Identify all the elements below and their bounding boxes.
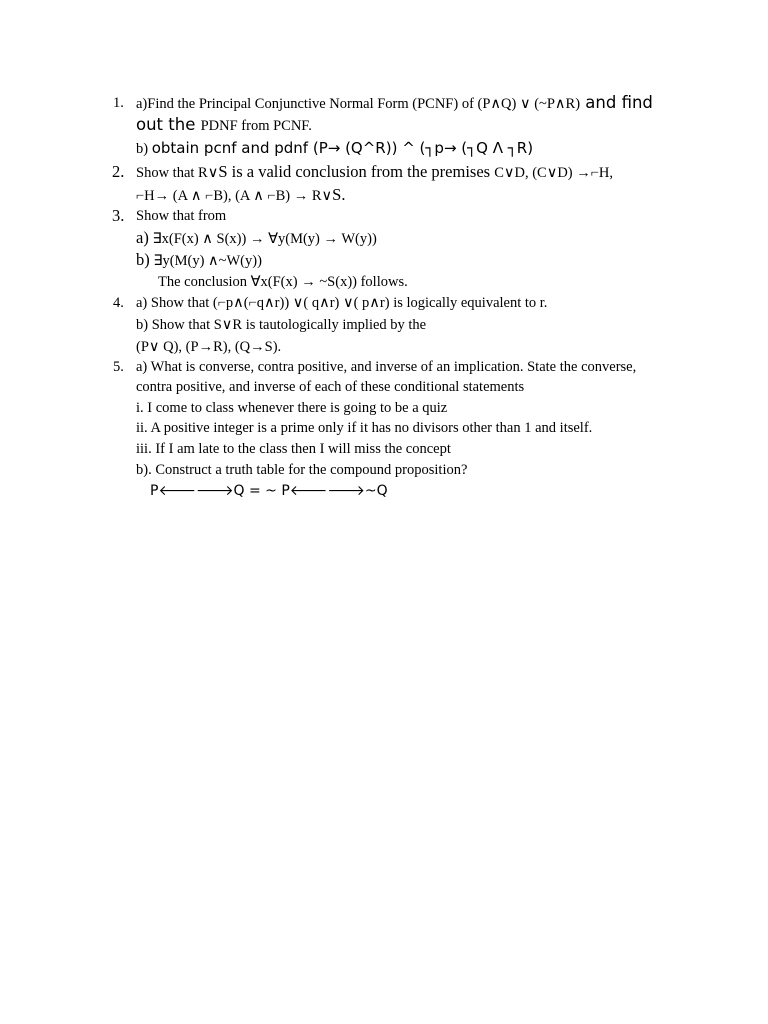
- question-3a-text: ∃x(F(x) ∧ S(x)) → ∀y(M(y) → W(y)): [148, 231, 377, 247]
- question-5a-line-2: contra positive, and inverse of each of these conditional statements: [136, 379, 525, 395]
- question-1a-line-2-text: PDNF from PCNF.: [200, 118, 312, 134]
- question-2-line-2-text: ⌐H→ (A ∧ ⌐B), (A ∧ ⌐B) → R∨: [136, 188, 333, 204]
- question-3a-line: [136, 229, 377, 248]
- question-2-number: 2.: [112, 162, 125, 181]
- question-2-line-1-text: S is a valid conclusion from the premises: [218, 162, 495, 181]
- question-3b-label: b): [136, 250, 150, 269]
- question-1a-text: a)Find the Principal Conjunctive Normal Form (PCNF) of (P∧Q) ∨ (~P∧R): [136, 96, 581, 112]
- question-2-line-2: [136, 186, 345, 205]
- question-3b-line: [136, 251, 262, 270]
- question-5-statement-i: i. I come to class whenever there is going to be a quiz: [136, 400, 448, 416]
- question-1b-line: [136, 139, 533, 158]
- question-1a-line-2: [136, 116, 312, 135]
- question-2-line-1: [136, 163, 613, 182]
- question-3a-label: a): [136, 228, 149, 247]
- question-3b-text: ∃y(M(y) ∧~W(y)): [149, 253, 262, 269]
- question-5b-text: b). Construct a truth table for the compound proposition?: [136, 462, 468, 478]
- question-4a-text: a) Show that (⌐p∧(⌐q∧r)) ∨( q∧r) ∨( p∧r) is logically equivalent to r.: [136, 295, 548, 311]
- question-1a-text-cont: and find: [580, 93, 653, 112]
- question-4-number: 4.: [113, 295, 124, 311]
- question-5b-formula: [150, 482, 388, 500]
- question-5-number: 5.: [113, 359, 124, 375]
- question-1b-text: obtain pcnf and pdnf (P→ (Q^R)) ^ (┐p→ (┐Q Λ ┐R): [151, 139, 534, 157]
- question-2-line-1-premises: C∨D, (C∨D) →⌐H,: [494, 165, 614, 181]
- question-4b-premises: (P∨ Q), (P→R), (Q→S).: [136, 339, 282, 355]
- question-5a-line-1: a) What is converse, contra positive, and inverse of an implication. State the converse,: [136, 359, 637, 375]
- question-2-line-2-end: S.: [332, 185, 346, 204]
- question-2-line-1-lead: Show that R∨: [136, 165, 219, 181]
- question-5-statement-iii: iii. If I am late to the class then I will miss the concept: [136, 441, 451, 457]
- question-5b-formula-text: P🡐🡒Q = ~ P🡐🡒~Q: [150, 483, 388, 499]
- question-5-statement-ii: ii. A positive integer is a prime only if it has no divisors other than 1 and itself.: [136, 420, 593, 436]
- question-1a-line-1: [136, 94, 653, 113]
- question-4b-text: b) Show that S∨R is tautologically implied by the: [136, 317, 427, 333]
- question-3-number: 3.: [112, 206, 125, 225]
- question-1-number: 1.: [113, 95, 124, 111]
- question-1b-label: b): [136, 141, 152, 157]
- question-3-intro: Show that from: [136, 208, 227, 224]
- question-1a-line-2-lead: out the: [136, 115, 201, 134]
- question-3-conclusion: The conclusion ∀x(F(x) → ~S(x)) follows.: [158, 274, 408, 290]
